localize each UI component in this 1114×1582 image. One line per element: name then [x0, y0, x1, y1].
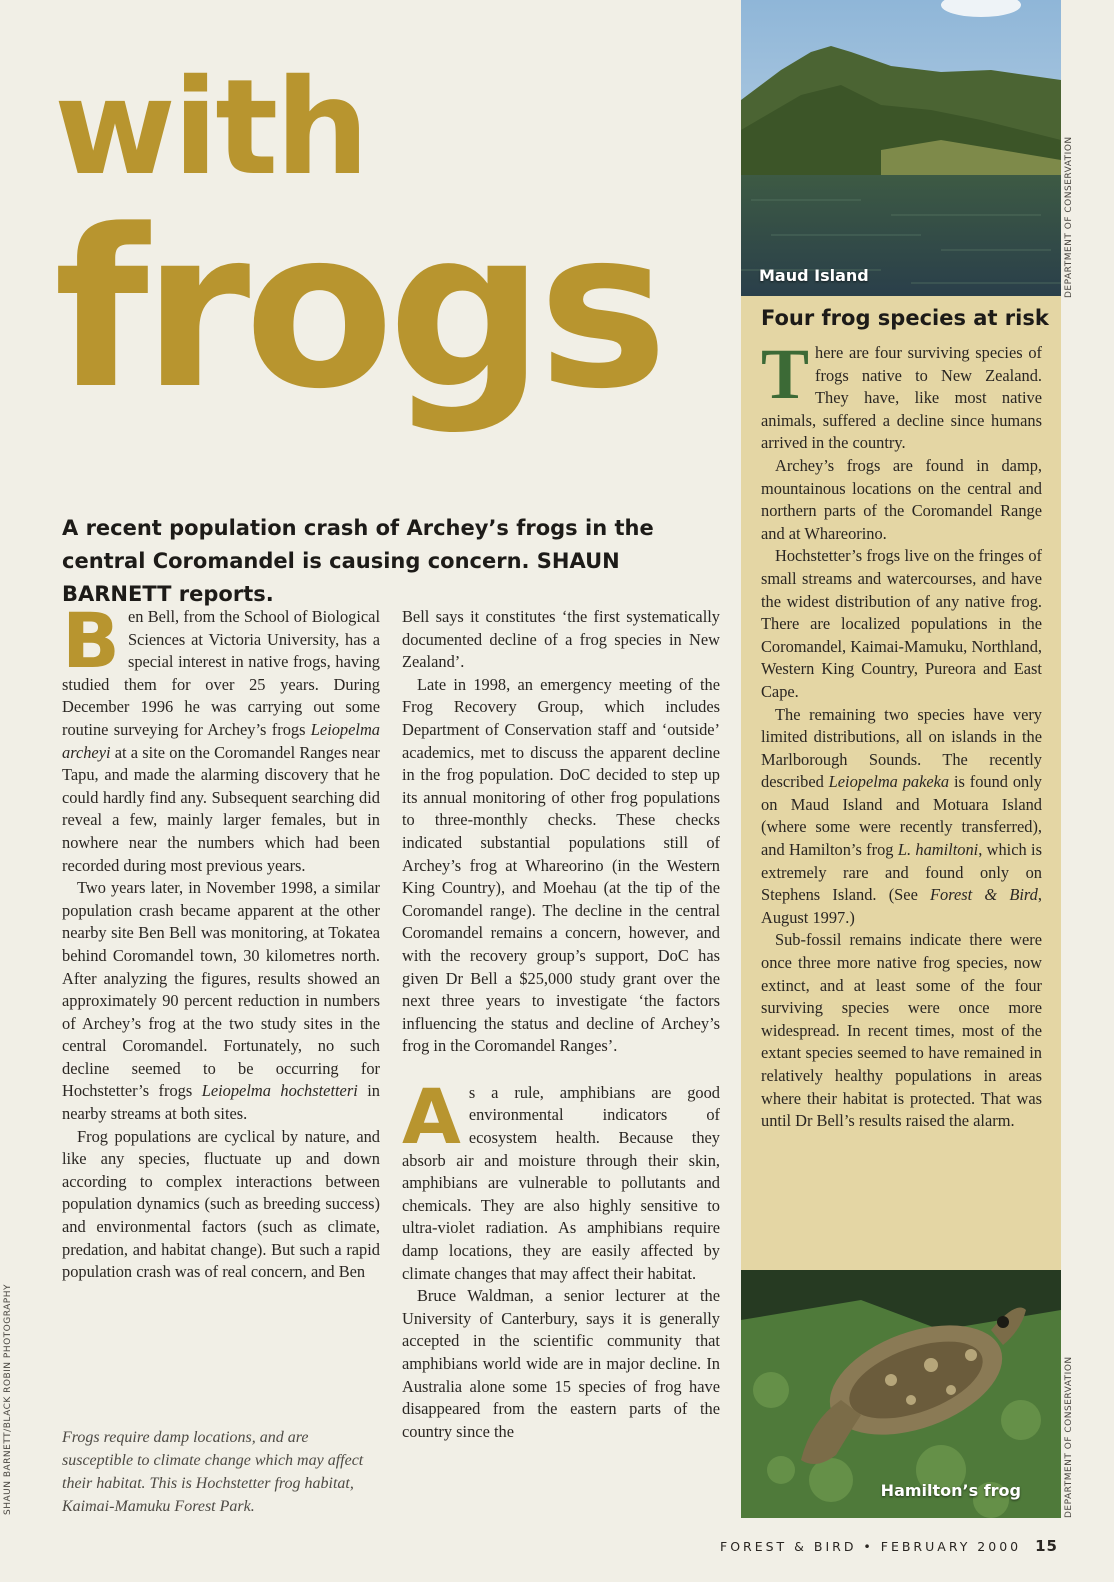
sidebar-paragraph: Hochstetter’s frogs live on the fringes of small streams and watercourses, and have the widest distribution of any native frog. There are localized populations in the Coromandel, Kaimai-Mamuku, Northland, Western King Country, Pureora and East Cape. [761, 546, 1042, 701]
text-span: in nearby streams at both sites. [62, 1081, 380, 1124]
article-column-1 [62, 596, 380, 1284]
text-span: The remaining two species have very limited distributions, all on islands in the Marlborough Sounds. The recently described [761, 704, 1042, 792]
text-span: Two years later, in November 1998, a similar population crash became apparent at the other nearby site Ben Bell was monitoring, at Tokatea behind Coromandel town, 30 kilometres north. After analyzing the figures, results showed an approximately 90 percent reduction in numbers of Archey’s frog at the two study sites in the central Coromandel. Fortunately, no such decline seemed to be occurring for Hochstetter’s frogs [62, 878, 380, 1101]
photo-label-frog: Hamilton’s frog [880, 1481, 1021, 1500]
species-name: L. hamiltoni [897, 840, 979, 860]
magazine-reference: Forest & Bird [930, 885, 1038, 905]
dropcap-b: B [62, 596, 120, 685]
text-span: , which is extremely rare and found only on Stephens Island. (See [761, 840, 1042, 905]
photo-credit-left: SHAUN BARNETT/BLACK ROBIN PHOTOGRAPHY [3, 1284, 13, 1515]
photo-label-maud: Maud Island [759, 266, 869, 285]
article-paragraph: Bell says it constitutes ‘the first systematically documented decline of a frog species in New Zealand’. [402, 607, 720, 672]
article-paragraph [62, 877, 380, 1126]
landscape-image [741, 0, 1061, 296]
article-paragraph: Frog populations are cyclical by nature, and like any species, fluctuate up and down according to complex interactions between population dynamics (such as breeding success) and environmental factors (such as climate, predation, and habitat change). But such a rapid population crash was of real concern, and Ben [62, 1126, 380, 1282]
article-column-2 [402, 606, 720, 1443]
sidebar-paragraph: Archey’s frogs are found in damp, mountainous locations on the central and northern parts of the Coromandel Range and at Whareorino. [761, 455, 1042, 543]
article-paragraph: Late in 1998, an emergency meeting of the Frog Recovery Group, which includes Department of Conservation staff and ‘outside’ academics, met to discuss the apparent decline in the frog population. DoC decided to step up its annual monitoring of other frog populations to three-monthly checks. These checks indicated substantial populations still of Archey’s frog at Whareorino (in the Western King Country), and Moehau (at the tip of the Coromandel range). The decline in the central Coromandel remains a concern, however, and with the recovery group’s support, DoC has given Dr Bell a $25,000 study grant over the next three years to investigate ‘the factors influencing the status and decline of Archey’s frog in the Coromandel Ranges’. [402, 674, 720, 1056]
article-paragraph: Bruce Waldman, a senior lecturer at the University of Canterbury, says it is generally accepted in the scientific community that amphibians world wide are in major decline. In Australia alone some 15 species of frog have disappeared from the eastern parts of the country since the [402, 1286, 720, 1441]
dropcap-a: A [402, 1071, 461, 1161]
sidebar-paragraph: Sub-fossil remains indicate there were once three more native frog species, now extinct, and at least some of the four surviving species were once more widespread. In recent times, most of the extant species seemed to have remained in relatively healthy populations in areas where their habitat is protected. That was until Dr Bell’s results raised the alarm. [761, 930, 1042, 1131]
standfirst: A recent population crash of Archey’s frogs in the central Coromandel is causing concern. SHAUN BARNETT reports. [62, 516, 654, 606]
sidebar-paragraph [761, 334, 1042, 455]
headline-frogs: frogs [54, 184, 662, 437]
sidebar-title: Four frog species at risk [761, 306, 1049, 330]
text-span: here are four surviving species of frogs native to New Zealand. They have, like most native animals, suffered a decline since humans arrived in the country. [761, 343, 1042, 453]
headline-with: with [54, 51, 367, 205]
text-span: , August 1997.) [761, 885, 1042, 927]
text-span: at a site on the Coromandel Ranges near Tapu, and made the alarming discovery that he could hardly find any. Subsequent searching did reveal a few, mainly larger females, but in nowhere near the numbers which had been recorded during most previous years. [62, 742, 380, 875]
hamiltons-frog-photo [741, 1270, 1061, 1518]
sidebar-body [761, 334, 1042, 1133]
page-footer [720, 1537, 1058, 1555]
species-name: Leiopelma hochstetteri [201, 1081, 358, 1101]
text-span: s a rule, amphibians are good environmental indicators of ecosystem health. Because they absorb air and moisture through their skin, amphibians are vulnerable to pollutants and chemicals. They are also highly sensitive to ultra-violet radiation. As amphibians require damp locations, they are easily affected by climate changes that may affect their habitat. [402, 1082, 720, 1283]
article-paragraph [402, 1071, 720, 1285]
text-span: en Bell, from the School of Biological Sciences at Victoria University, has a special interest in native frogs, having studied them for over 25 years. During December 1996 he was carrying out some routine surveying for Archey’s frogs [62, 607, 380, 739]
photo-caption: Frogs require damp locations, and are susceptible to climate change which may affect their habitat. This is Hochstetter frog habitat, Kaimai-Mamuku Forest Park. [62, 1429, 364, 1515]
sidebar-paragraph [761, 704, 1042, 930]
dropcap-t: T [761, 334, 810, 414]
photo-credit-top: DEPARTMENT OF CONSERVATION [1064, 136, 1074, 298]
photo-credit-bottom: DEPARTMENT OF CONSERVATION [1064, 1356, 1074, 1518]
species-name: Leiopelma archeyi [62, 719, 380, 762]
text-span: is found only on Maud Island and Motuara Island (where some were recently transferred), and Hamilton’s frog [761, 772, 1042, 860]
species-name: Leiopelma pakeka [828, 772, 950, 792]
footer-publication: FOREST & BIRD • FEBRUARY 2000 [720, 1539, 1022, 1554]
article-paragraph [62, 596, 380, 877]
sidebar-box [741, 296, 1061, 1270]
page-number: 15 [1035, 1537, 1058, 1555]
maud-island-photo [741, 0, 1061, 296]
